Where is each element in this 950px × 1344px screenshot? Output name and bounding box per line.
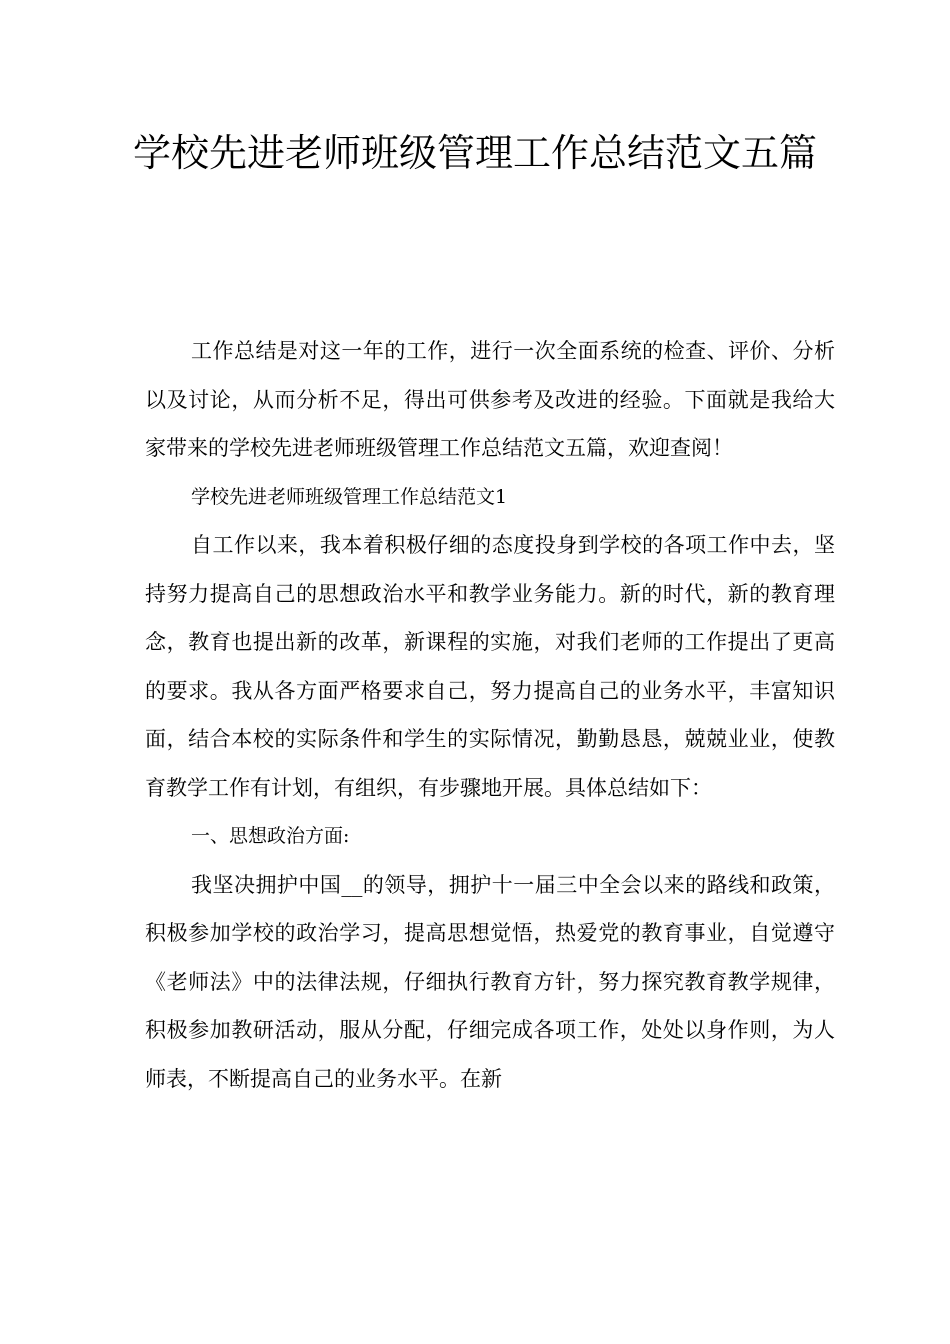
section-heading-political: 一、思想政治方面:: [191, 825, 350, 847]
document-body: [145, 327, 835, 1103]
paragraph-political: 我坚决拥护中国__的领导，拥护十一届三中全会以来的路线和政策，积极参加学校的政治学习，提高思想觉悟，热爱党的教育事业，自觉遵守《老师法》中的法律法规，仔细执行教育方针，努力探究教育教学规律，积极参加教研活动，服从分配，仔细完成各项工作，处处以身作则，为人师表，不断提高自己的业务水平。在新: [145, 872, 835, 1091]
paragraph-essay-1-intro: 自工作以来，我本着积极仔细的态度投身到学校的各项工作中去，坚持努力提高自己的思想政治水平和教学业务能力。新的时代，新的教育理念，教育也提出新的改革，新课程的实施，对我们老师的工作提出了更高的要求。我从各方面严格要求自己，努力提高自己的业务水平，丰富知识面，结合本校的实际条件和学生的实际情况，勤勤恳恳，兢兢业业，使教育教学工作有计划，有组织，有步骤地开展。具体总结如下：: [145, 533, 835, 800]
document-title: 学校先进老师班级管理工作总结范文五篇: [132, 131, 817, 175]
section-heading-essay-1: 学校先进老师班级管理工作总结范文1: [191, 485, 508, 508]
paragraph-intro: 工作总结是对这一年的工作，进行一次全面系统的检查、评价、分析以及讨论，从而分析不足，得出可供参考及改进的经验。下面就是我给大家带来的学校先进老师班级管理工作总结范文五篇，欢迎查阅！: [145, 339, 835, 460]
